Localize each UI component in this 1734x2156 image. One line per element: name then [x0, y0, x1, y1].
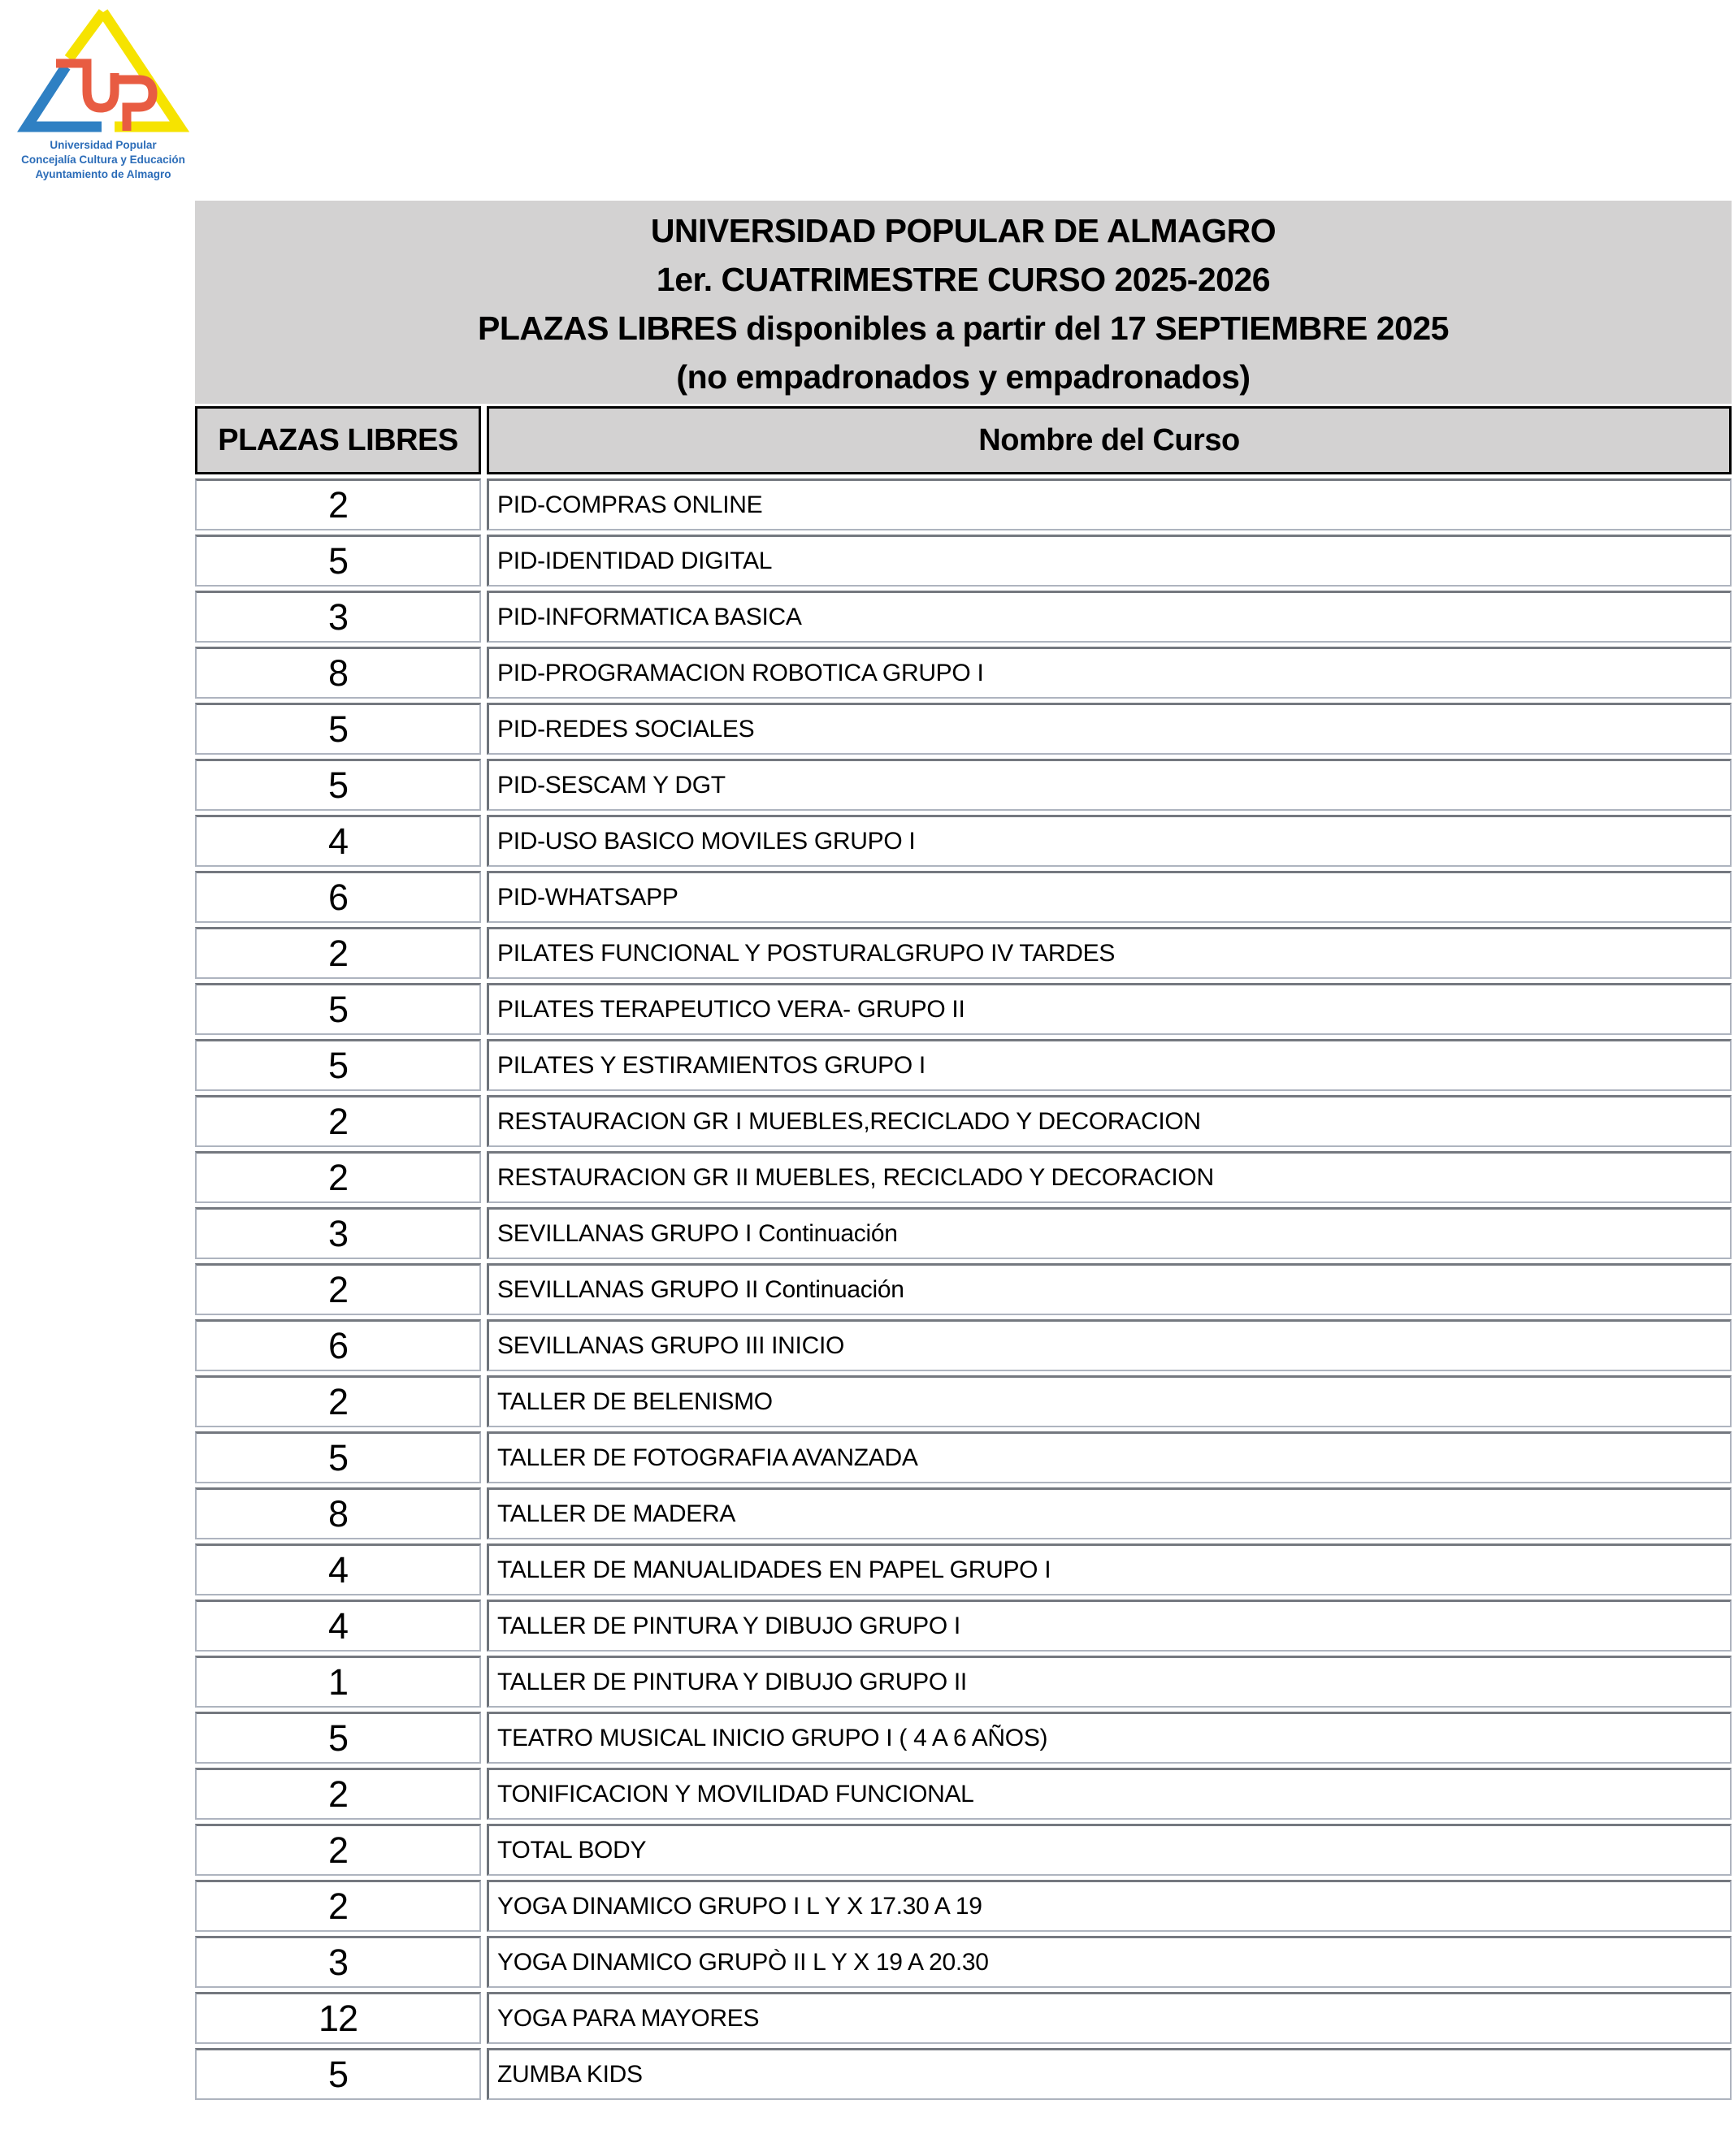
course-table-body — [195, 478, 1732, 2100]
table-row — [195, 1151, 1732, 1203]
title-note: (no empadronados y empadronados) — [676, 358, 1251, 396]
plazas-value: 2 — [195, 1768, 481, 1820]
plazas-value: 3 — [195, 1207, 481, 1259]
table-row — [195, 1600, 1732, 1652]
plazas-value: 2 — [195, 1824, 481, 1876]
plazas-value: 2 — [195, 1151, 481, 1203]
plazas-value: 5 — [195, 703, 481, 755]
table-row — [195, 983, 1732, 1035]
course-name: ZUMBA KIDS — [487, 2048, 1732, 2100]
plazas-value: 1 — [195, 1656, 481, 1708]
course-name: PID-WHATSAPP — [487, 871, 1732, 923]
table-row — [195, 1936, 1732, 1988]
course-name: TALLER DE BELENISMO — [487, 1375, 1732, 1427]
table-row — [195, 1263, 1732, 1315]
table-row — [195, 1431, 1732, 1483]
plazas-value: 4 — [195, 815, 481, 867]
course-name: SEVILLANAS GRUPO III INICIO — [487, 1319, 1732, 1371]
table-row — [195, 535, 1732, 587]
course-name: TONIFICACION Y MOVILIDAD FUNCIONAL — [487, 1768, 1732, 1820]
plazas-value: 4 — [195, 1543, 481, 1595]
up-logo — [7, 5, 200, 182]
plazas-value: 6 — [195, 871, 481, 923]
course-name: PILATES TERAPEUTICO VERA- GRUPO II — [487, 983, 1732, 1035]
plazas-table — [195, 201, 1732, 2100]
table-row — [195, 1543, 1732, 1595]
table-row — [195, 1375, 1732, 1427]
table-row — [195, 1824, 1732, 1876]
table-row — [195, 1992, 1732, 2044]
course-name: TEATRO MUSICAL INICIO GRUPO I ( 4 A 6 AÑOS) — [487, 1712, 1732, 1764]
course-name: YOGA DINAMICO GRUPÒ II L Y X 19 A 20.30 — [487, 1936, 1732, 1988]
plazas-value: 2 — [195, 927, 481, 979]
table-title-block — [195, 201, 1732, 404]
course-name: TALLER DE MANUALIDADES EN PAPEL GRUPO I — [487, 1543, 1732, 1595]
plazas-value: 6 — [195, 1319, 481, 1371]
plazas-value: 8 — [195, 1487, 481, 1539]
plazas-value: 5 — [195, 1431, 481, 1483]
logo-caption — [7, 138, 200, 182]
plazas-value: 8 — [195, 647, 481, 699]
logo-caption-line2: Concejalía Cultura y Educación — [21, 154, 185, 166]
plazas-value: 2 — [195, 478, 481, 530]
course-name: PID-SESCAM Y DGT — [487, 759, 1732, 811]
plazas-value: 4 — [195, 1600, 481, 1652]
table-row — [195, 1768, 1732, 1820]
plazas-value: 2 — [195, 1375, 481, 1427]
table-row — [195, 1039, 1732, 1091]
title-university: UNIVERSIDAD POPULAR DE ALMAGRO — [650, 212, 1277, 249]
table-row — [195, 478, 1732, 530]
title-term: 1er. CUATRIMESTRE CURSO 2025-2026 — [656, 261, 1271, 298]
logo-caption-line1: Universidad Popular — [50, 139, 157, 151]
table-row — [195, 703, 1732, 755]
table-row — [195, 1656, 1732, 1708]
course-name: TALLER DE PINTURA Y DIBUJO GRUPO I — [487, 1600, 1732, 1652]
table-row — [195, 1319, 1732, 1371]
table-row — [195, 2048, 1732, 2100]
plazas-value: 2 — [195, 1263, 481, 1315]
table-row — [195, 759, 1732, 811]
course-name: PILATES Y ESTIRAMIENTOS GRUPO I — [487, 1039, 1732, 1091]
table-row — [195, 871, 1732, 923]
course-name: PID-COMPRAS ONLINE — [487, 478, 1732, 530]
table-header-row — [195, 406, 1732, 474]
table-row — [195, 647, 1732, 699]
course-name: YOGA DINAMICO GRUPO I L Y X 17.30 A 19 — [487, 1880, 1732, 1932]
course-name: TALLER DE FOTOGRAFIA AVANZADA — [487, 1431, 1732, 1483]
course-name: PID-IDENTIDAD DIGITAL — [487, 535, 1732, 587]
table-row — [195, 1880, 1732, 1932]
plazas-value: 2 — [195, 1095, 481, 1147]
plazas-value: 3 — [195, 591, 481, 643]
table-row — [195, 1095, 1732, 1147]
plazas-value: 2 — [195, 1880, 481, 1932]
course-name: PID-USO BASICO MOVILES GRUPO I — [487, 815, 1732, 867]
plazas-value: 3 — [195, 1936, 481, 1988]
plazas-value: 5 — [195, 983, 481, 1035]
table-row — [195, 591, 1732, 643]
course-name: PILATES FUNCIONAL Y POSTURALGRUPO IV TARDES — [487, 927, 1732, 979]
course-name: YOGA PARA MAYORES — [487, 1992, 1732, 2044]
course-name: TALLER DE PINTURA Y DIBUJO GRUPO II — [487, 1656, 1732, 1708]
plazas-value: 5 — [195, 2048, 481, 2100]
table-row — [195, 1207, 1732, 1259]
logo-caption-line3: Ayuntamiento de Almagro — [35, 168, 171, 180]
course-name: PID-INFORMATICA BASICA — [487, 591, 1732, 643]
table-row — [195, 1712, 1732, 1764]
title-availability: PLAZAS LIBRES disponibles a partir del 17 SEPTIEMBRE 2025 — [478, 310, 1449, 347]
table-row — [195, 927, 1732, 979]
course-name: RESTAURACION GR II MUEBLES, RECICLADO Y DECORACION — [487, 1151, 1732, 1203]
course-name: TALLER DE MADERA — [487, 1487, 1732, 1539]
course-name: SEVILLANAS GRUPO II Continuación — [487, 1263, 1732, 1315]
course-name: PID-REDES SOCIALES — [487, 703, 1732, 755]
plazas-value: 5 — [195, 1039, 481, 1091]
table-row — [195, 815, 1732, 867]
plazas-value: 5 — [195, 1712, 481, 1764]
table-row — [195, 1487, 1732, 1539]
plazas-value: 5 — [195, 535, 481, 587]
up-logo-icon — [9, 5, 197, 136]
course-name: PID-PROGRAMACION ROBOTICA GRUPO I — [487, 647, 1732, 699]
header-nombre-curso: Nombre del Curso — [487, 406, 1732, 474]
course-name: SEVILLANAS GRUPO I Continuación — [487, 1207, 1732, 1259]
header-plazas-libres: PLAZAS LIBRES — [195, 406, 481, 474]
plazas-value: 5 — [195, 759, 481, 811]
course-name: RESTAURACION GR I MUEBLES,RECICLADO Y DECORACION — [487, 1095, 1732, 1147]
course-name: TOTAL BODY — [487, 1824, 1732, 1876]
plazas-value: 12 — [195, 1992, 481, 2044]
